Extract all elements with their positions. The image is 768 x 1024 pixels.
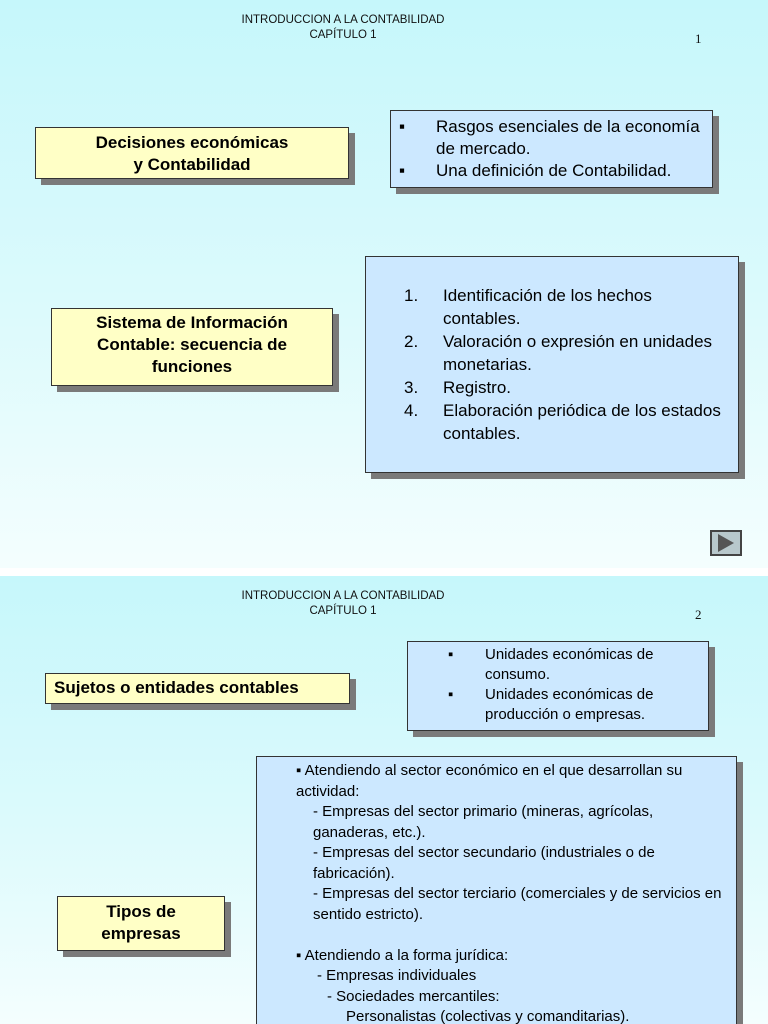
text-line: - Sociedades mercantiles:: [327, 987, 500, 1005]
text-line: - Empresas del sector primario (mineras, agrícolas, ganaderas, etc.).: [313, 803, 654, 841]
text-box-tipos-empresas: [256, 756, 737, 1024]
square-bullet-icon: ▪: [448, 646, 454, 663]
topic-title-line1: Tipos de: [106, 902, 176, 921]
play-triangle-icon: [718, 534, 734, 552]
topic-box-sujetos: [45, 673, 350, 704]
topic-box-tipos: [57, 896, 225, 951]
slide-header: [0, 589, 686, 619]
text-line: - Empresas del sector terciario (comerciales y de servicios en sentido estricto).: [313, 885, 722, 923]
text-line: - Empresas del sector secundario (industriales o de fabricación).: [313, 844, 655, 882]
bullet-box-unidades: [407, 641, 709, 731]
topic-title: Sujetos o entidades contables: [54, 678, 299, 697]
text-line: [296, 925, 726, 946]
list-item: 1. Identificación de los hechos contables.: [404, 286, 652, 328]
text-line: Personalistas (colectivas y comanditarias).: [346, 1008, 630, 1024]
list-item: ▪ Unidades económicas de consumo.: [448, 646, 654, 683]
list-item: 3. Registro.: [404, 378, 512, 397]
text-line: ▪ Atendiendo a la forma jurídica:: [296, 946, 509, 964]
page-number: 2: [695, 607, 702, 622]
header-chapter: CAPÍTULO 1: [309, 605, 377, 617]
header-title: INTRODUCCION A LA CONTABILIDAD: [241, 590, 445, 602]
list-item: ▪ Una definición de Contabilidad.: [399, 161, 672, 180]
slide-2: [0, 576, 768, 1024]
page-number: 1: [695, 31, 702, 46]
topic-title-line2: y Contabilidad: [133, 155, 251, 174]
topic-title-line1: Decisiones económicas: [95, 133, 289, 152]
square-bullet-icon: ▪: [448, 686, 454, 703]
topic-title: Sistema de Información Contable: secuencia de funciones: [96, 313, 288, 376]
topic-title-line2: empresas: [101, 924, 181, 943]
bullet-box-rasgos: [390, 110, 713, 188]
slide-header: [0, 13, 686, 43]
square-bullet-icon: ▪: [399, 161, 406, 180]
text-line: - Empresas individuales: [317, 967, 477, 984]
topic-box-sistema: [51, 308, 333, 386]
header-title: INTRODUCCION A LA CONTABILIDAD: [241, 14, 445, 26]
numbered-box-funciones: [365, 256, 739, 473]
header-chapter: CAPÍTULO 1: [309, 29, 377, 41]
list-item: ▪ Rasgos esenciales de la economía de mercado.: [399, 117, 700, 158]
topic-box-decisiones: [35, 127, 349, 179]
list-item: 2. Valoración o expresión en unidades monetarias.: [404, 332, 713, 374]
list-item: ▪ Unidades económicas de producción o empresas.: [448, 686, 654, 723]
text-line: ▪ Atendiendo al sector económico en el que desarrollan su actividad:: [296, 762, 683, 800]
next-slide-button[interactable]: [710, 530, 742, 556]
list-item: 4. Elaboración periódica de los estados contables.: [404, 401, 721, 443]
square-bullet-icon: ▪: [399, 117, 406, 136]
